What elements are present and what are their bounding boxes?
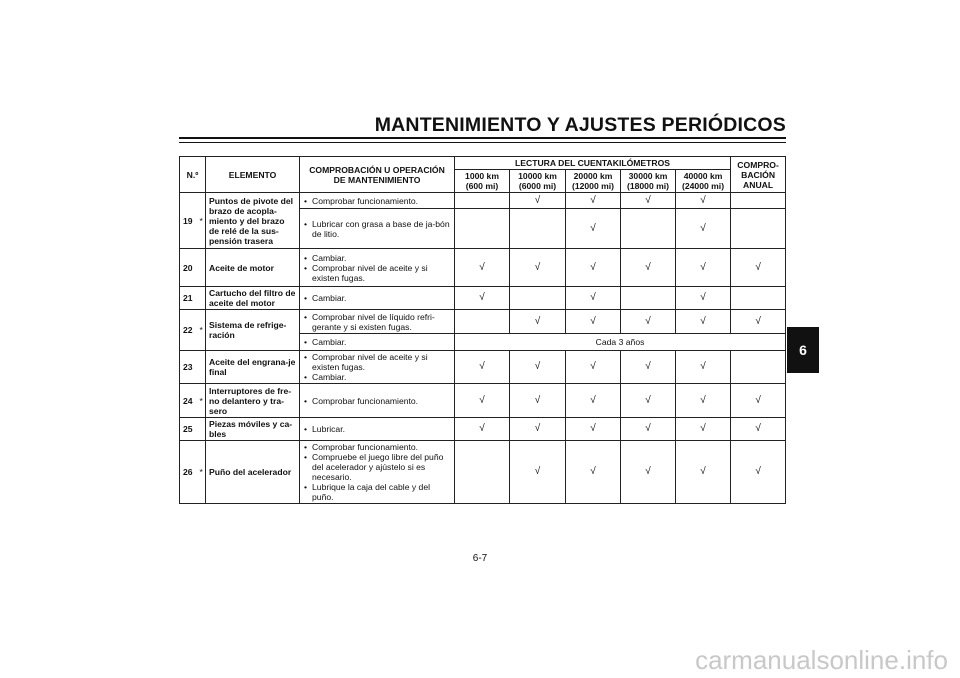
- row-operation: [300, 310, 455, 334]
- operation-list: [303, 337, 451, 347]
- check-mark-icon: √: [645, 466, 651, 477]
- empty-cell: [510, 209, 566, 249]
- check-cell: [566, 249, 621, 287]
- header-odometer: LECTURA DEL CUENTAKILÓMETROS: [455, 157, 731, 170]
- check-cell: [566, 287, 621, 310]
- check-mark-icon: √: [755, 466, 761, 477]
- row-number: 25: [180, 418, 197, 441]
- check-mark-icon: √: [590, 423, 596, 434]
- check-cell: [676, 209, 731, 249]
- header-element: ELEMENTO: [206, 157, 300, 193]
- operation-item: • Cambiar.: [312, 337, 451, 347]
- check-mark-icon: √: [700, 261, 706, 273]
- check-cell: [676, 384, 731, 418]
- row-element: Aceite del engrana-je final: [206, 351, 300, 384]
- header-annual: COMPRO-BACIÓN ANUAL: [731, 157, 786, 193]
- check-mark-icon: √: [700, 466, 706, 477]
- row-asterisk: *: [197, 384, 206, 418]
- row-operation: [300, 193, 455, 209]
- row-element: Aceite de motor: [206, 249, 300, 287]
- check-mark-icon: √: [534, 261, 541, 273]
- row-element: Piezas móviles y ca-bles: [206, 418, 300, 441]
- check-mark-icon: √: [700, 315, 706, 327]
- row-number: 23: [180, 351, 197, 384]
- check-mark-icon: √: [755, 423, 761, 434]
- check-mark-icon: √: [534, 194, 541, 206]
- header-km-4: [676, 170, 731, 193]
- check-cell: [621, 351, 676, 384]
- check-cell: [510, 418, 566, 441]
- row-asterisk: [197, 351, 206, 384]
- operation-item: • Cambiar.: [312, 293, 451, 303]
- row-element: Interruptores de fre-no delantero y tra-sero: [206, 384, 300, 418]
- check-cell: [676, 351, 731, 384]
- check-mark-icon: √: [700, 361, 706, 372]
- check-mark-icon: √: [700, 194, 706, 206]
- header-km-1: [510, 170, 566, 193]
- check-cell: [566, 351, 621, 384]
- row-asterisk: *: [197, 193, 206, 249]
- header-km-2: [566, 170, 621, 193]
- empty-cell: [621, 287, 676, 310]
- title-rule-thick: [179, 137, 786, 139]
- operation-item: • Comprobar funcionamiento.: [312, 442, 451, 452]
- operation-list: [303, 253, 451, 283]
- table-row: [180, 441, 786, 504]
- operation-item: • Lubricar con grasa a base de ja-bón de litio.: [312, 219, 451, 239]
- check-cell: [455, 287, 510, 310]
- empty-cell: [621, 209, 676, 249]
- row-asterisk: *: [197, 310, 206, 351]
- check-mark-icon: √: [755, 394, 761, 406]
- header-km: 1000 km: [465, 171, 499, 181]
- check-mark-icon: √: [590, 361, 596, 372]
- row-element: Puño del acelerador: [206, 441, 300, 504]
- header-num: N.º: [180, 157, 206, 193]
- table-row: [180, 418, 786, 441]
- check-mark-icon: √: [645, 315, 651, 327]
- check-cell: [510, 193, 566, 209]
- empty-cell: [731, 351, 786, 384]
- check-cell: [455, 418, 510, 441]
- check-cell: [566, 193, 621, 209]
- row-asterisk: [197, 287, 206, 310]
- check-cell: [455, 249, 510, 287]
- check-mark-icon: √: [590, 194, 596, 206]
- check-cell: [676, 249, 731, 287]
- check-mark-icon: √: [534, 315, 541, 327]
- row-asterisk: [197, 418, 206, 441]
- table-row: [180, 310, 786, 334]
- header-km: 20000 km: [573, 171, 613, 181]
- check-cell: [676, 418, 731, 441]
- operation-item: • Comprobar nivel de líquido refri-gerante y si existen fugas.: [312, 312, 451, 332]
- row-operation: [300, 441, 455, 504]
- check-mark-icon: √: [479, 394, 485, 406]
- header-operation: COMPROBACIÓN U OPERACIÓN DE MANTENIMIENTO: [300, 157, 455, 193]
- check-cell: [566, 441, 621, 504]
- operation-item: • Comprobar nivel de aceite y si existen fugas.: [312, 352, 451, 372]
- check-mark-icon: √: [590, 315, 596, 327]
- check-cell: [510, 351, 566, 384]
- check-cell: [676, 441, 731, 504]
- check-cell: [566, 418, 621, 441]
- header-row-1: [180, 157, 786, 170]
- check-cell: [510, 384, 566, 418]
- check-cell: [510, 310, 566, 334]
- row-operation: [300, 384, 455, 418]
- check-mark-icon: √: [590, 222, 596, 234]
- empty-cell: [731, 209, 786, 249]
- check-mark-icon: √: [700, 292, 706, 303]
- check-cell: [621, 441, 676, 504]
- operation-item: • Cambiar.: [312, 372, 451, 382]
- check-cell: [621, 249, 676, 287]
- operation-list: [303, 442, 451, 502]
- check-mark-icon: √: [700, 423, 706, 434]
- check-cell: [455, 351, 510, 384]
- check-cell: [566, 384, 621, 418]
- check-mark-icon: √: [590, 292, 596, 303]
- check-mark-icon: √: [534, 361, 541, 372]
- check-cell: [566, 209, 621, 249]
- check-mark-icon: √: [534, 423, 541, 434]
- header-mi: (12000 mi): [571, 181, 615, 191]
- maintenance-table: [179, 156, 786, 504]
- operation-item: • Comprobar funcionamiento.: [312, 396, 451, 406]
- check-cell: [731, 310, 786, 334]
- row-operation: [300, 287, 455, 310]
- empty-cell: [455, 441, 510, 504]
- table-row: [180, 384, 786, 418]
- row-element: Cartucho del filtro de aceite del motor: [206, 287, 300, 310]
- operation-item: • Lubrique la caja del cable y del puño.: [312, 482, 451, 502]
- page-title: MANTENIMIENTO Y AJUSTES PERIÓDICOS: [374, 114, 786, 136]
- operation-item: • Comprobar funcionamiento.: [312, 196, 451, 206]
- check-cell: [455, 384, 510, 418]
- row-number: 20: [180, 249, 197, 287]
- row-operation: [300, 351, 455, 384]
- operation-list: [303, 312, 451, 332]
- table-row: [180, 287, 786, 310]
- row-number: 22: [180, 310, 197, 351]
- operation-list: [303, 196, 451, 206]
- check-mark-icon: √: [645, 261, 651, 273]
- operation-list: [303, 352, 451, 382]
- empty-cell: [510, 287, 566, 310]
- check-mark-icon: √: [590, 261, 596, 273]
- header-km: 30000 km: [628, 171, 668, 181]
- section-tab: 6: [787, 327, 819, 373]
- check-cell: [566, 310, 621, 334]
- table-row: [180, 193, 786, 209]
- header-mi: (600 mi): [465, 181, 499, 191]
- check-mark-icon: √: [755, 315, 761, 327]
- operation-item: • Compruebe el juego libre del puño del acelerador y ajústelo si es necesario.: [312, 452, 451, 482]
- header-mi: (18000 mi): [626, 181, 670, 191]
- check-mark-icon: √: [700, 394, 706, 406]
- check-mark-icon: √: [479, 292, 485, 303]
- row-element: Puntos de pivote del brazo de acopla-miento y del brazo de relé de la sus-pensión trasera: [206, 193, 300, 249]
- check-cell: [510, 249, 566, 287]
- operation-item: • Cambiar.: [312, 253, 451, 263]
- check-mark-icon: √: [645, 394, 651, 406]
- check-cell: [731, 418, 786, 441]
- check-cell: [676, 310, 731, 334]
- row-number: 26: [180, 441, 197, 504]
- check-mark-icon: √: [479, 361, 485, 372]
- empty-cell: [731, 193, 786, 209]
- row-operation: [300, 209, 455, 249]
- check-cell: [731, 249, 786, 287]
- check-mark-icon: √: [479, 261, 485, 273]
- table-row: [180, 249, 786, 287]
- row-element: Sistema de refrige-ración: [206, 310, 300, 351]
- header-km: 10000 km: [518, 171, 557, 181]
- check-mark-icon: √: [534, 394, 541, 406]
- check-cell: [731, 441, 786, 504]
- operation-list: [303, 424, 451, 434]
- check-cell: [621, 418, 676, 441]
- row-asterisk: *: [197, 441, 206, 504]
- page-number: 6-7: [472, 553, 488, 564]
- check-mark-icon: √: [534, 466, 541, 477]
- check-cell: [731, 384, 786, 418]
- check-cell: [676, 193, 731, 209]
- row-asterisk: [197, 249, 206, 287]
- table-body: [180, 193, 786, 504]
- header-km: 40000 km: [683, 171, 723, 181]
- watermark: carmanualsonline.info: [695, 645, 948, 675]
- check-mark-icon: √: [645, 361, 651, 372]
- header-km-3: [621, 170, 676, 193]
- operation-list: [303, 396, 451, 406]
- header-mi: (6000 mi): [518, 181, 557, 191]
- title-rule-thin: [179, 142, 786, 143]
- operation-list: [303, 293, 451, 303]
- row-number: 21: [180, 287, 197, 310]
- check-mark-icon: √: [590, 466, 596, 477]
- operation-item: • Comprobar nivel de aceite y si existen fugas.: [312, 263, 451, 283]
- empty-cell: [455, 193, 510, 209]
- check-cell: [510, 441, 566, 504]
- interval-note: Cada 3 años: [455, 334, 786, 351]
- row-operation: [300, 249, 455, 287]
- check-mark-icon: √: [645, 423, 651, 434]
- check-cell: [621, 310, 676, 334]
- empty-cell: [455, 310, 510, 334]
- row-number: 24: [180, 384, 197, 418]
- check-cell: [621, 193, 676, 209]
- check-cell: [621, 384, 676, 418]
- empty-cell: [455, 209, 510, 249]
- row-operation: [300, 418, 455, 441]
- operation-item: • Lubricar.: [312, 424, 451, 434]
- row-number: 19: [180, 193, 197, 249]
- check-mark-icon: √: [700, 222, 706, 234]
- operation-list: [303, 219, 451, 239]
- table-row: [180, 351, 786, 384]
- check-mark-icon: √: [479, 423, 485, 434]
- row-operation: [300, 334, 455, 351]
- check-mark-icon: √: [755, 261, 761, 273]
- empty-cell: [731, 287, 786, 310]
- check-mark-icon: √: [645, 194, 651, 206]
- header-km-0: [455, 170, 510, 193]
- header-mi: (24000 mi): [682, 181, 725, 191]
- check-cell: [676, 287, 731, 310]
- check-mark-icon: √: [590, 394, 596, 406]
